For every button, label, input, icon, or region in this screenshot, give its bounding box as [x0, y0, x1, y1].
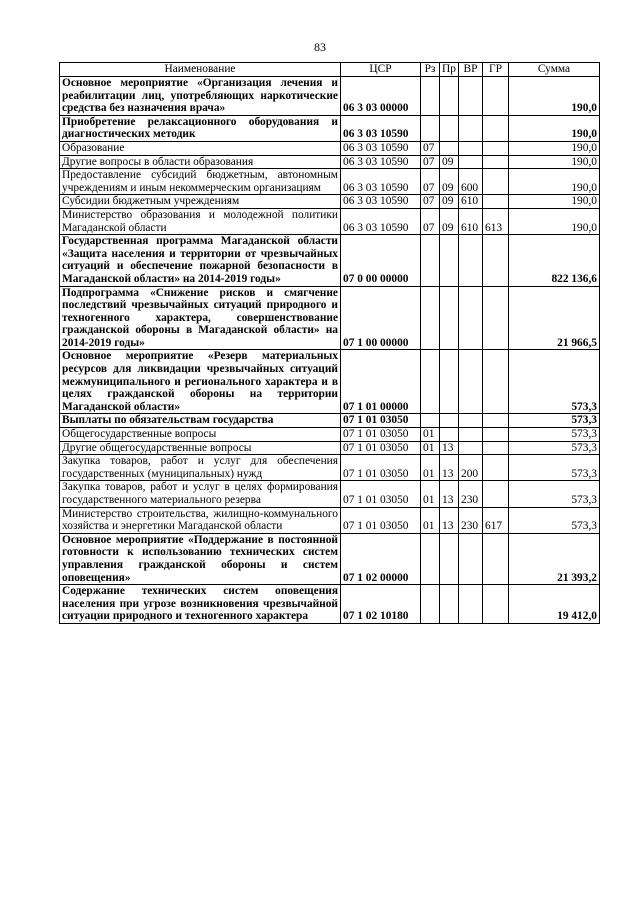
cell-vr	[459, 141, 483, 155]
cell-pr	[440, 77, 459, 116]
cell-vr: 610	[459, 195, 483, 209]
cell-name: Государственная программа Магаданской области «Защита населения и территории от чрезвычайных ситуаций и обеспечение пожарной безопасности в Магаданской области» на 2014-2019 годы»	[60, 235, 341, 286]
cell-rz	[421, 115, 440, 141]
cell-vr	[459, 286, 483, 350]
cell-vr	[459, 428, 483, 442]
cell-csr: 07 1 01 03050	[341, 507, 421, 533]
cell-rz	[421, 77, 440, 116]
table-row	[60, 455, 600, 481]
cell-vr	[459, 585, 483, 624]
cell-gr	[483, 350, 509, 414]
cell-gr	[483, 169, 509, 195]
cell-rz: 07	[421, 141, 440, 155]
cell-vr	[459, 115, 483, 141]
cell-vr: 230	[459, 481, 483, 507]
cell-name: Министерство образования и молодежной политики Магаданской области	[60, 208, 341, 234]
cell-sum: 573,3	[509, 507, 600, 533]
cell-name: Другие вопросы в области образования	[60, 155, 341, 169]
cell-rz: 01	[421, 507, 440, 533]
cell-vr	[459, 235, 483, 286]
cell-name: Основное мероприятие «Поддержание в постоянной готовности к использованию технических систем управления гражданской обороны и систем оповещения»	[60, 533, 341, 584]
cell-rz: 01	[421, 481, 440, 507]
cell-pr	[440, 141, 459, 155]
cell-gr	[483, 533, 509, 584]
cell-pr	[440, 533, 459, 584]
header-pr: Пр	[440, 63, 459, 77]
cell-sum: 190,0	[509, 155, 600, 169]
cell-gr	[483, 441, 509, 455]
cell-name: Образование	[60, 141, 341, 155]
cell-sum: 190,0	[509, 141, 600, 155]
cell-csr: 06 3 03 10590	[341, 208, 421, 234]
table-row	[60, 155, 600, 169]
cell-pr	[440, 428, 459, 442]
cell-rz	[421, 533, 440, 584]
cell-gr	[483, 585, 509, 624]
cell-name: Основное мероприятие «Резерв материальных ресурсов для ликвидации чрезвычайных ситуаций межмуниципального и регионального характера и в целях гражданской обороны на территории Магаданской области»	[60, 350, 341, 414]
cell-gr	[483, 235, 509, 286]
cell-sum: 573,3	[509, 441, 600, 455]
cell-name: Подпрограмма «Снижение рисков и смягчение последствий чрезвычайных ситуаций природного и техногенного характера, совершенствование гражданской обороны в Магаданской области» на 2014-2019 годы»	[60, 286, 341, 350]
cell-gr	[483, 195, 509, 209]
cell-sum: 573,3	[509, 350, 600, 414]
cell-vr: 200	[459, 455, 483, 481]
cell-vr	[459, 441, 483, 455]
cell-sum: 190,0	[509, 195, 600, 209]
cell-csr: 06 3 03 00000	[341, 77, 421, 116]
cell-vr	[459, 155, 483, 169]
cell-pr	[440, 414, 459, 428]
cell-sum: 21 393,2	[509, 533, 600, 584]
cell-name: Общегосударственные вопросы	[60, 428, 341, 442]
cell-pr	[440, 115, 459, 141]
header-gr: ГР	[483, 63, 509, 77]
cell-gr	[483, 414, 509, 428]
cell-csr: 07 1 02 10180	[341, 585, 421, 624]
cell-pr	[440, 286, 459, 350]
cell-csr: 07 0 00 00000	[341, 235, 421, 286]
cell-rz	[421, 235, 440, 286]
table-row	[60, 441, 600, 455]
cell-sum: 190,0	[509, 77, 600, 116]
cell-name: Предоставление субсидий бюджетным, автономным учреждениям и иным некоммерческим организациям	[60, 169, 341, 195]
table-row	[60, 141, 600, 155]
cell-name: Выплаты по обязательствам государства	[60, 414, 341, 428]
cell-sum: 190,0	[509, 208, 600, 234]
cell-pr: 13	[440, 481, 459, 507]
cell-pr: 09	[440, 155, 459, 169]
cell-sum: 19 412,0	[509, 585, 600, 624]
cell-gr	[483, 286, 509, 350]
cell-csr: 06 3 03 10590	[341, 115, 421, 141]
cell-gr: 613	[483, 208, 509, 234]
cell-rz: 07	[421, 208, 440, 234]
cell-csr: 07 1 01 00000	[341, 350, 421, 414]
cell-rz	[421, 414, 440, 428]
cell-vr	[459, 414, 483, 428]
cell-vr: 230	[459, 507, 483, 533]
table-row	[60, 169, 600, 195]
cell-gr: 617	[483, 507, 509, 533]
cell-vr	[459, 533, 483, 584]
header-sum: Сумма	[509, 63, 600, 77]
cell-vr: 610	[459, 208, 483, 234]
table-row	[60, 414, 600, 428]
cell-gr	[483, 115, 509, 141]
cell-pr	[440, 235, 459, 286]
cell-rz: 07	[421, 169, 440, 195]
cell-csr: 07 1 01 03050	[341, 414, 421, 428]
cell-csr: 07 1 01 03050	[341, 455, 421, 481]
cell-csr: 06 3 03 10590	[341, 155, 421, 169]
cell-rz: 07	[421, 155, 440, 169]
header-csr: ЦСР	[341, 63, 421, 77]
cell-name: Закупка товаров, работ и услуг для обеспечения государственных (муниципальных) нужд	[60, 455, 341, 481]
cell-rz	[421, 585, 440, 624]
cell-sum: 190,0	[509, 115, 600, 141]
cell-name: Другие общегосударственные вопросы	[60, 441, 341, 455]
header-rz: Рз	[421, 63, 440, 77]
cell-csr: 06 3 03 10590	[341, 195, 421, 209]
cell-name: Министерство строительства, жилищно-коммунального хозяйства и энергетики Магаданской области	[60, 507, 341, 533]
cell-rz: 01	[421, 441, 440, 455]
cell-name: Основное мероприятие «Организация лечения и реабилитации лиц, употребляющих наркотические средства без назначения врача»	[60, 77, 341, 116]
budget-table	[59, 62, 600, 624]
cell-csr: 06 3 03 10590	[341, 141, 421, 155]
cell-pr	[440, 585, 459, 624]
cell-sum: 573,3	[509, 428, 600, 442]
cell-gr	[483, 481, 509, 507]
cell-csr: 07 1 01 03050	[341, 481, 421, 507]
cell-pr: 13	[440, 441, 459, 455]
table-row	[60, 533, 600, 584]
cell-pr: 09	[440, 208, 459, 234]
cell-rz	[421, 286, 440, 350]
table-row	[60, 77, 600, 116]
cell-gr	[483, 455, 509, 481]
cell-sum: 573,3	[509, 455, 600, 481]
cell-rz: 07	[421, 195, 440, 209]
table-row	[60, 286, 600, 350]
cell-gr	[483, 77, 509, 116]
cell-name: Приобретение релаксационного оборудования и диагностических методик	[60, 115, 341, 141]
cell-rz	[421, 350, 440, 414]
cell-name: Содержание технических систем оповещения населения при угрозе возникновения чрезвычайной ситуации природного и техногенного характера	[60, 585, 341, 624]
cell-csr: 07 1 00 00000	[341, 286, 421, 350]
cell-sum: 190,0	[509, 169, 600, 195]
cell-csr: 06 3 03 10590	[341, 169, 421, 195]
cell-gr	[483, 155, 509, 169]
cell-vr	[459, 77, 483, 116]
header-vr: ВР	[459, 63, 483, 77]
table-row	[60, 585, 600, 624]
cell-gr	[483, 428, 509, 442]
table-row	[60, 195, 600, 209]
cell-vr: 600	[459, 169, 483, 195]
table-row	[60, 350, 600, 414]
table-row	[60, 235, 600, 286]
cell-gr	[483, 141, 509, 155]
cell-sum: 822 136,6	[509, 235, 600, 286]
table-row	[60, 507, 600, 533]
cell-pr: 13	[440, 507, 459, 533]
cell-rz: 01	[421, 455, 440, 481]
cell-pr: 09	[440, 195, 459, 209]
cell-pr: 13	[440, 455, 459, 481]
cell-pr: 09	[440, 169, 459, 195]
table-row	[60, 115, 600, 141]
table-row	[60, 208, 600, 234]
cell-sum: 573,3	[509, 414, 600, 428]
cell-vr	[459, 350, 483, 414]
cell-csr: 07 1 02 00000	[341, 533, 421, 584]
table-row	[60, 481, 600, 507]
table-row	[60, 428, 600, 442]
cell-name: Закупка товаров, работ и услуг в целях формирования государственного материального резерва	[60, 481, 341, 507]
cell-sum: 21 966,5	[509, 286, 600, 350]
cell-csr: 07 1 01 03050	[341, 441, 421, 455]
header-name: Наименование	[60, 63, 341, 77]
cell-rz: 01	[421, 428, 440, 442]
cell-pr	[440, 350, 459, 414]
cell-name: Субсидии бюджетным учреждениям	[60, 195, 341, 209]
cell-csr: 07 1 01 03050	[341, 428, 421, 442]
page-number: 83	[314, 40, 326, 54]
table-header-row	[60, 63, 600, 77]
cell-sum: 573,3	[509, 481, 600, 507]
